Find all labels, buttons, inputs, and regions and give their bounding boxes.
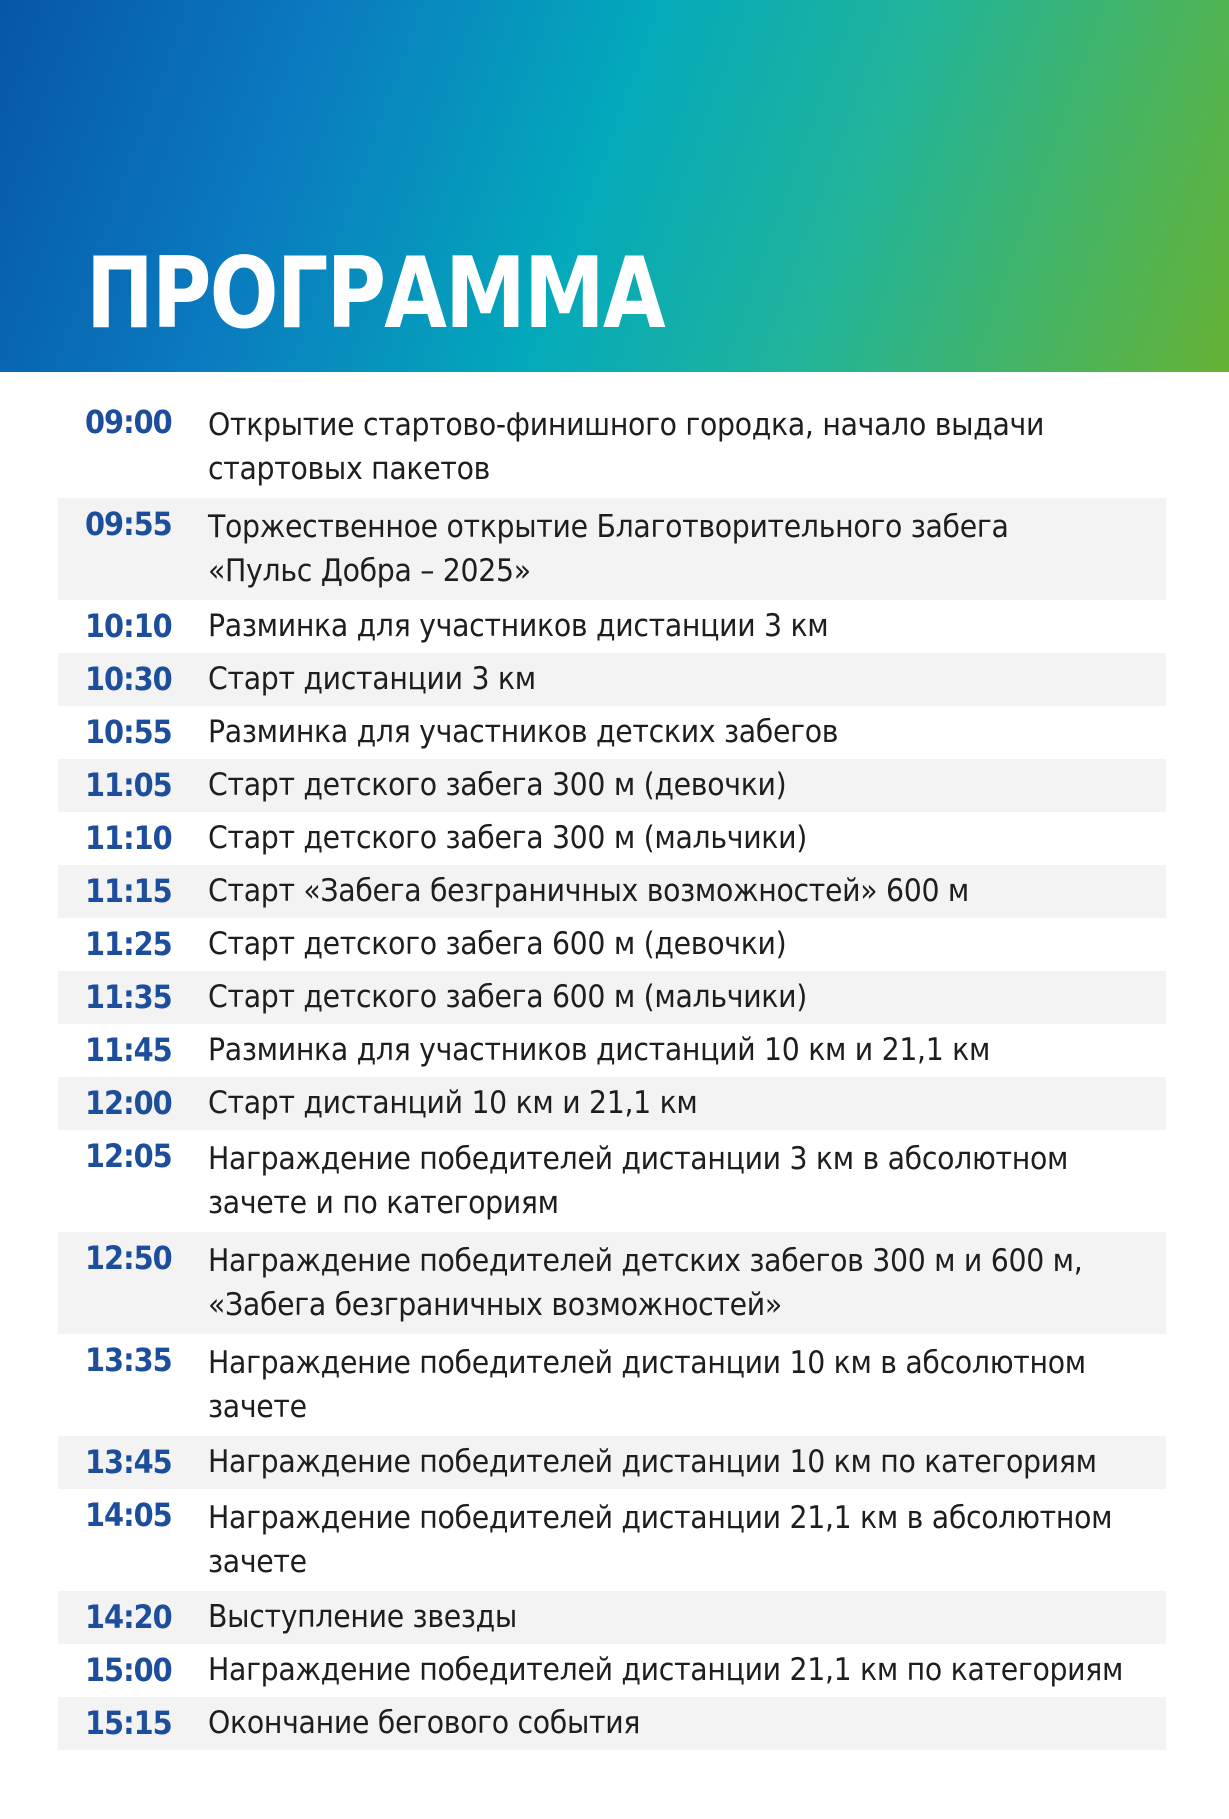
schedule-description: [208, 978, 1166, 1017]
schedule-list: [58, 396, 1166, 1750]
schedule-description-line: Награждение победителей дистанции 21,1 км по категориям: [208, 1652, 1124, 1688]
schedule-row: [58, 759, 1166, 812]
schedule-description-line: зачете: [208, 1389, 307, 1425]
schedule-row: [58, 1489, 1166, 1591]
schedule-description: [208, 505, 1166, 593]
schedule-time: 12:00: [85, 1084, 172, 1122]
schedule-description-line: Старт детского забега 300 м (девочки): [208, 767, 787, 803]
schedule-description-line: зачете: [208, 1544, 307, 1580]
schedule-row: [58, 706, 1166, 759]
schedule-time: 10:30: [85, 660, 172, 698]
schedule-time: 15:00: [85, 1651, 172, 1689]
schedule-time: 14:05: [85, 1496, 172, 1534]
schedule-description: [208, 607, 1166, 646]
schedule-description-line: Старт дистанции 3 км: [208, 661, 536, 697]
schedule-description-line: Торжественное открытие Благотворительного забега: [208, 509, 1009, 545]
schedule-description: [208, 1031, 1166, 1070]
schedule-time: 12:05: [85, 1137, 172, 1175]
schedule-time: 11:45: [85, 1031, 172, 1069]
schedule-time: 13:35: [85, 1341, 172, 1379]
schedule-description: [208, 1137, 1166, 1225]
schedule-description: [208, 660, 1166, 699]
schedule-time: 11:05: [85, 766, 172, 804]
schedule-time: 10:55: [85, 713, 172, 751]
schedule-row: [58, 865, 1166, 918]
schedule-description: [208, 1443, 1166, 1482]
schedule-description-line: Старт «Забега безграничных возможностей» 600 м: [208, 873, 969, 909]
schedule-time: 09:55: [85, 505, 172, 543]
schedule-description-line: Выступление звезды: [208, 1599, 518, 1635]
schedule-description: [208, 1496, 1166, 1584]
schedule-description: [208, 766, 1166, 805]
schedule-description-line: Открытие стартово-финишного городка, начало выдачи: [208, 407, 1045, 443]
schedule-time: 11:10: [85, 819, 172, 857]
schedule-description: [208, 925, 1166, 964]
schedule-row: [58, 396, 1166, 498]
schedule-row: [58, 1232, 1166, 1334]
schedule-row: [58, 653, 1166, 706]
schedule-description: [208, 713, 1166, 752]
schedule-description: [208, 1239, 1166, 1327]
schedule-description-line: Старт дистанций 10 км и 21,1 км: [208, 1085, 698, 1121]
schedule-description-line: Награждение победителей дистанции 10 км в абсолютном: [208, 1345, 1086, 1381]
schedule-row: [58, 918, 1166, 971]
schedule-row: [58, 1644, 1166, 1697]
schedule-description-line: Награждение победителей детских забегов 300 м и 600 м,: [208, 1243, 1083, 1279]
schedule-row: [58, 1130, 1166, 1232]
schedule-row: [58, 600, 1166, 653]
schedule-description-line: Старт детского забега 600 м (девочки): [208, 926, 787, 962]
schedule-description-line: Награждение победителей дистанции 3 км в абсолютном: [208, 1141, 1069, 1177]
schedule-description: [208, 872, 1166, 911]
schedule-row: [58, 812, 1166, 865]
schedule-time: 11:35: [85, 978, 172, 1016]
page-title: ПРОГРАММА: [86, 237, 664, 351]
schedule-description: [208, 403, 1166, 491]
schedule-time: 13:45: [85, 1443, 172, 1481]
schedule-description-line: «Пульс Добра – 2025»: [208, 553, 531, 589]
schedule-row: [58, 1024, 1166, 1077]
schedule-row: [58, 971, 1166, 1024]
schedule-row: [58, 1436, 1166, 1489]
schedule-time: 15:15: [85, 1704, 172, 1742]
schedule-description: [208, 1651, 1166, 1690]
schedule-row: [58, 1077, 1166, 1130]
schedule-description-line: зачете и по категориям: [208, 1185, 559, 1221]
schedule-description: [208, 1341, 1166, 1429]
schedule-description-line: Старт детского забега 300 м (мальчики): [208, 820, 807, 856]
schedule-time: 10:10: [85, 607, 172, 645]
schedule-time: 09:00: [85, 403, 172, 441]
schedule-time: 14:20: [85, 1598, 172, 1636]
schedule-description-line: Разминка для участников дистанций 10 км и 21,1 км: [208, 1032, 991, 1068]
schedule-time: 12:50: [85, 1239, 172, 1277]
schedule-time: 11:15: [85, 872, 172, 910]
schedule-description: [208, 1598, 1166, 1637]
schedule-description-line: Окончание бегового события: [208, 1705, 641, 1741]
schedule-description-line: Разминка для участников дистанции 3 км: [208, 608, 829, 644]
schedule-description: [208, 819, 1166, 858]
schedule-row: [58, 1334, 1166, 1436]
schedule-description-line: стартовых пакетов: [208, 451, 491, 487]
schedule-row: [58, 1591, 1166, 1644]
schedule-description-line: Старт детского забега 600 м (мальчики): [208, 979, 807, 1015]
schedule-description-line: Награждение победителей дистанции 21,1 км в абсолютном: [208, 1500, 1113, 1536]
schedule-description: [208, 1084, 1166, 1123]
schedule-description-line: Награждение победителей дистанции 10 км по категориям: [208, 1444, 1097, 1480]
header-banner: [0, 0, 1229, 372]
schedule-row: [58, 1697, 1166, 1750]
schedule-row: [58, 498, 1166, 600]
schedule-description-line: «Забега безграничных возможностей»: [208, 1287, 782, 1323]
schedule-description: [208, 1704, 1166, 1743]
schedule-description-line: Разминка для участников детских забегов: [208, 714, 839, 750]
schedule-time: 11:25: [85, 925, 172, 963]
